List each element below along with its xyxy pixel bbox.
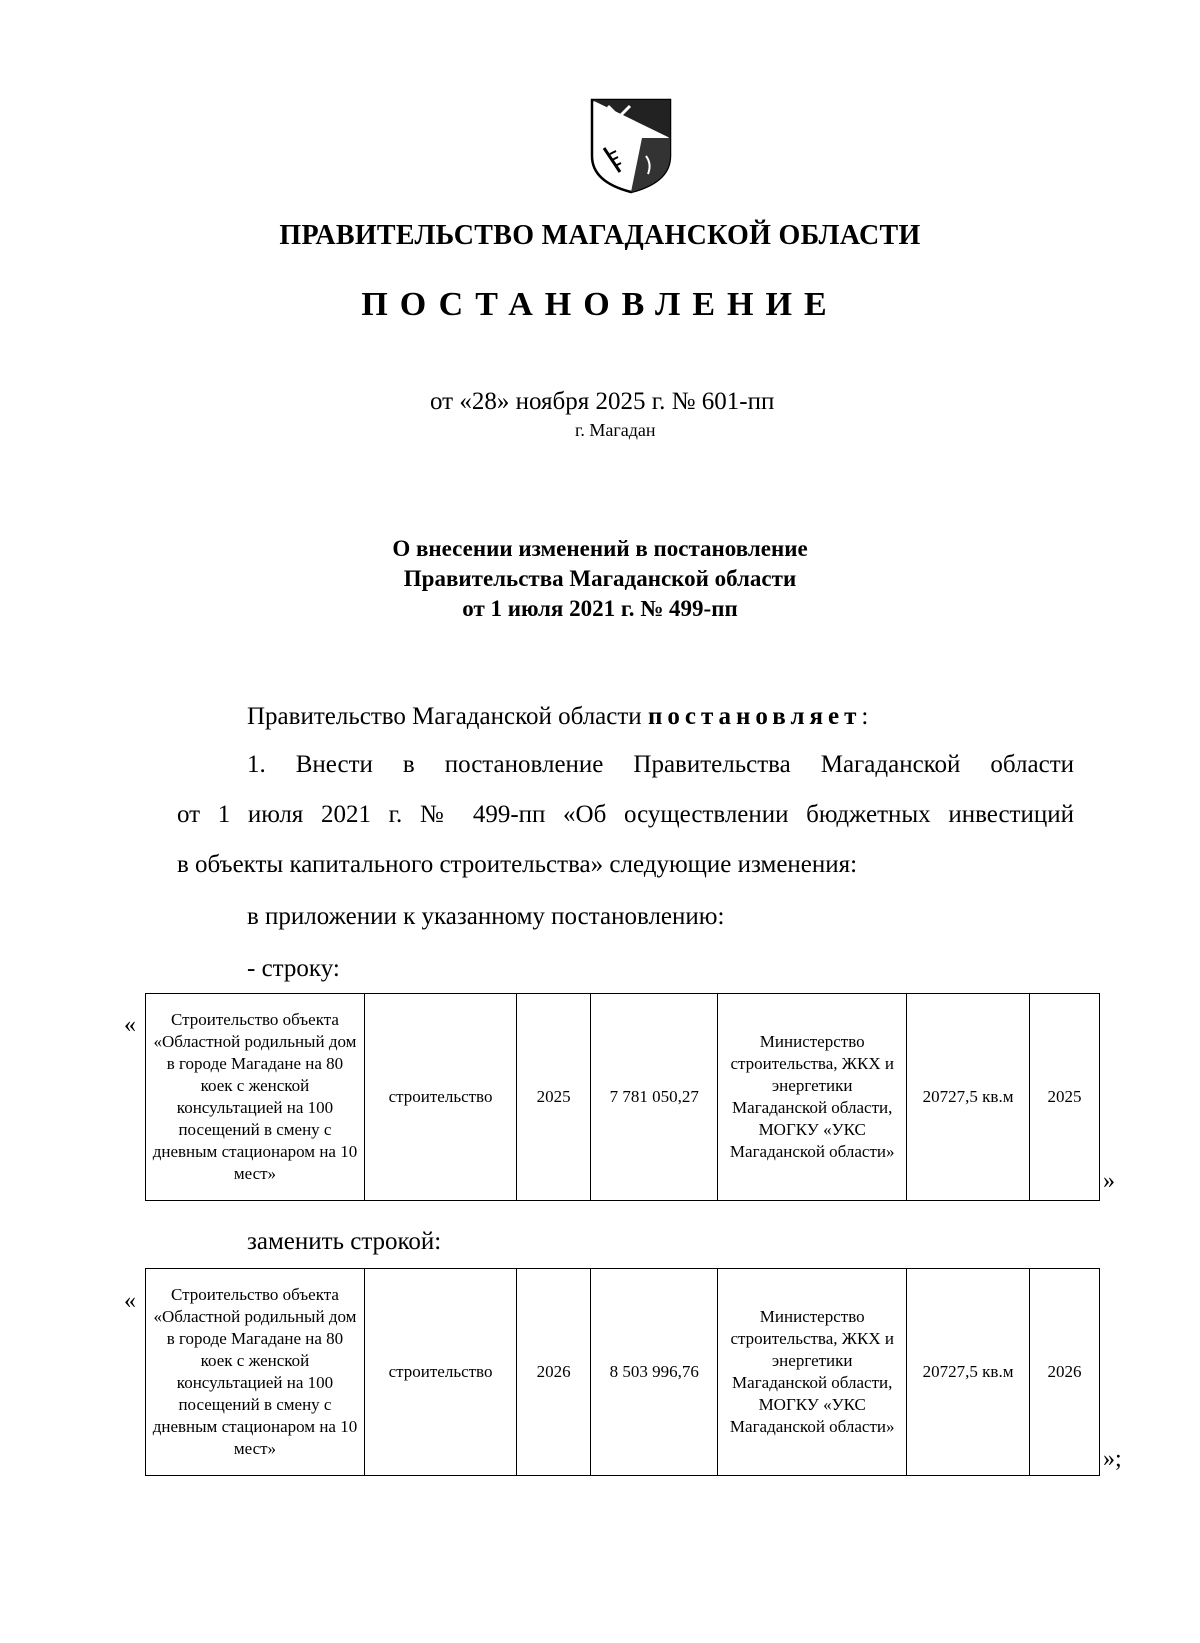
object-name-cell: Строительство объекта «Областной родильный дом в городе Магадане на 80 коек с женской консультацией на 100 посещений в смену с дневным стационаром на 10 мест» — [146, 994, 365, 1201]
document-type-heading: ПОСТАНОВЛЕНИЕ — [361, 286, 839, 323]
year-cell: 2026 — [517, 1269, 591, 1476]
appendix-paragraph: в приложении к указанному постановлению: — [247, 903, 725, 930]
year-cell: 2025 — [517, 994, 591, 1201]
table-row — [146, 994, 1100, 1201]
preamble-action: постановляет — [647, 703, 862, 730]
old-row-close-quote: » — [1103, 1168, 1115, 1194]
old-row-table — [145, 993, 1100, 1201]
resolution-preamble — [247, 702, 1067, 732]
preamble-colon: : — [861, 703, 869, 730]
coat-of-arms-emblem — [590, 98, 672, 194]
subject-line-2: Правительства Магаданской области — [403, 566, 797, 591]
government-title: ПРАВИТЕЛЬСТВО МАГАДАНСКОЙ ОБЛАСТИ — [279, 220, 921, 251]
table-row — [146, 1269, 1100, 1476]
row-label: - строку: — [247, 955, 340, 982]
replace-label: заменить строкой: — [247, 1228, 442, 1255]
object-name-cell: Строительство объекта «Областной родильный дом в городе Магадане на 80 коек с женской консультацией на 100 посещений в смену с дневным стационаром на 10 мест» — [146, 1269, 365, 1476]
new-row-close-quote: »; — [1103, 1446, 1122, 1472]
capacity-cell: 20727,5 кв.м — [907, 1269, 1030, 1476]
item-1-line-3: в объекты капитального строительства» следующие изменения: — [177, 851, 858, 878]
commission-year-cell: 2025 — [1030, 994, 1100, 1201]
item-1-line-1: 1. Внести в постановление Правительства Магаданской области — [247, 751, 1074, 778]
work-type-cell: строительство — [364, 1269, 516, 1476]
customer-cell: Министерство строительства, ЖКХ и энергетики Магаданской области, МОГКУ «УКС Магаданской области» — [718, 994, 907, 1201]
commission-year-cell: 2026 — [1030, 1269, 1100, 1476]
cost-cell: 7 781 050,27 — [591, 994, 718, 1201]
new-row-open-quote: « — [124, 1288, 136, 1314]
subject-line-1: О внесении изменений в постановление — [392, 536, 808, 561]
new-row-table — [145, 1268, 1100, 1476]
capacity-cell: 20727,5 кв.м — [907, 994, 1030, 1201]
old-row-open-quote: « — [124, 1012, 136, 1038]
item-1-line-2: от 1 июля 2021 г. № 499-пп «Об осуществлении бюджетных инвестиций — [177, 801, 1074, 828]
document-city: г. Магадан — [575, 420, 656, 440]
cost-cell: 8 503 996,76 — [591, 1269, 718, 1476]
document-date-number: от «28» ноября 2025 г. № 601-пп — [430, 388, 775, 415]
customer-cell: Министерство строительства, ЖКХ и энергетики Магаданской области, МОГКУ «УКС Магаданской области» — [718, 1269, 907, 1476]
preamble-text: Правительство Магаданской области — [247, 703, 648, 730]
subject-line-3: от 1 июля 2021 г. № 499-пп — [462, 596, 738, 621]
work-type-cell: строительство — [364, 994, 516, 1201]
